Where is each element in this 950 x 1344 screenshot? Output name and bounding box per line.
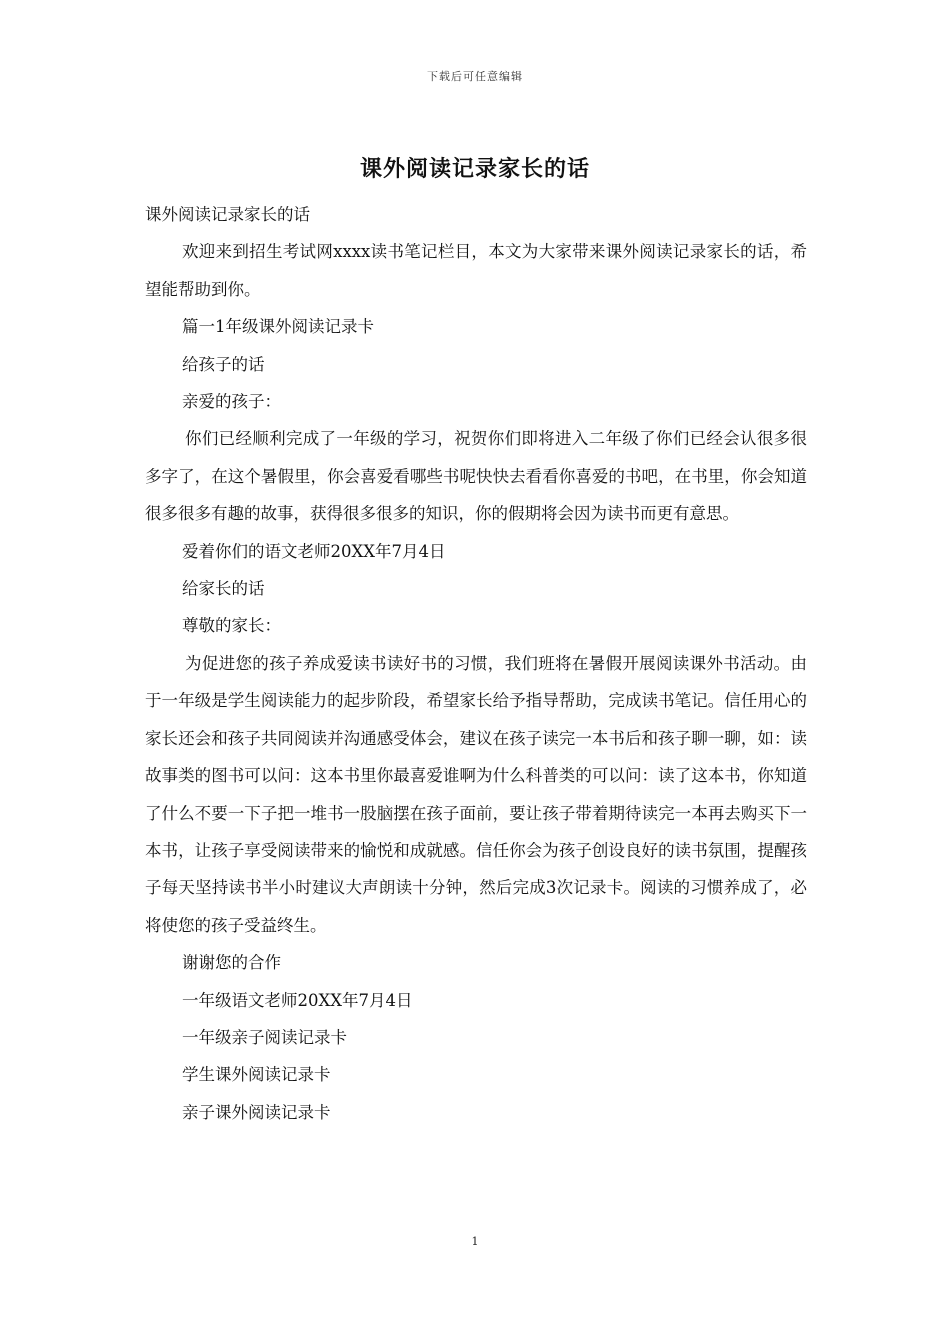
page-header-note: 下载后可任意编辑: [427, 70, 523, 83]
salutation-parents: 尊敬的家长：: [182, 616, 281, 636]
document-title: 课外阅读记录家长的话: [359, 156, 590, 182]
card-title-family: 亲子课外阅读记录卡: [182, 1102, 331, 1122]
subtitle-paragraph: 课外阅读记录家长的话: [145, 205, 310, 224]
letter-heading-parents: 给家长的话: [182, 579, 265, 599]
section-heading: 篇一1年级课外阅读记录卡: [182, 317, 374, 337]
signature-children: 爱着你们的语文老师20XX年7月4日: [182, 541, 446, 561]
card-title-parent-child: 一年级亲子阅读记录卡: [182, 1027, 347, 1047]
card-title-student: 学生课外阅读记录卡: [182, 1065, 331, 1085]
letter-body-children: 你们已经顺利完成了一年级的学习，祝贺你们即将进入二年级了你们已经会认很多很多字了，在这个暑假里，你会喜爱看哪些书呢快快去看看你喜爱的书吧，在书里，你会知道很多很多有趣的故事，获得很多很多的知识，你的假期将会因为读书而更有意思。: [145, 429, 807, 524]
letter-heading-children: 给孩子的话: [182, 354, 265, 374]
document-body: [145, 196, 807, 1131]
thanks-line: 谢谢您的合作: [182, 953, 281, 973]
salutation-children: 亲爱的孩子：: [182, 392, 281, 412]
signature-parents: 一年级语文老师20XX年7月4日: [182, 990, 413, 1010]
letter-body-parents: 为促进您的孩子养成爱读书读好书的习惯，我们班将在暑假开展阅读课外书活动。由于一年级是学生阅读能力的起步阶段，希望家长给予指导帮助，完成读书笔记。信任用心的家长还会和孩子共同阅读并沟通感受体会，建议在孩子读完一本书后和孩子聊一聊，如：读故事类的图书可以问：这本书里你最喜爱谁啊为什么科普类的可以问：读了这本书，你知道了什么不要一下子把一堆书一股脑摆在孩子面前，要让孩子带着期待读完一本再去购买下一本书，让孩子享受阅读带来的愉悦和成就感。信任你会为孩子创设良好的读书氛围，提醒孩子每天坚持读书半小时建议大声朗读十分钟，然后完成3次记录卡。阅读的习惯养成了，必将使您的孩子受益终生。: [145, 653, 807, 935]
page-number: 1: [471, 1235, 479, 1248]
intro-paragraph: 欢迎来到招生考试网xxxx读书笔记栏目，本文为大家带来课外阅读记录家长的话，希望能帮助到你。: [145, 242, 807, 299]
